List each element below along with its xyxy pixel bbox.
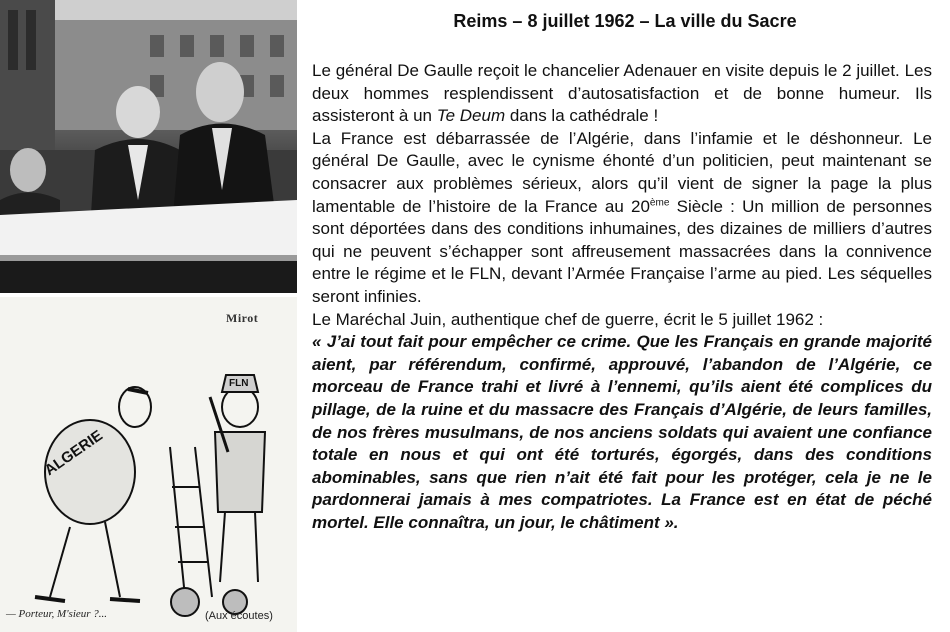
paragraph-algerie-text: La France est débarrassée de l’Algérie, dans l’infamie et le déshonneur. Le général De Gaulle, avec le cynisme éhonté d’un politicien, peut maintenant se consacrer aux problèmes sérieux, alors qu’il vient de signer la page la plus lamentable de l’histoire de la France au 20 xyxy=(312,128,932,216)
century-superscript: ème xyxy=(649,196,670,208)
paragraph-visit-end: dans la cathédrale ! xyxy=(505,106,659,126)
cap-label: FLN xyxy=(229,378,249,389)
photo-de-gaulle-adenauer xyxy=(0,0,297,293)
article-body xyxy=(312,60,932,534)
paragraph-visit xyxy=(312,60,932,128)
paragraph-algerie xyxy=(312,128,932,309)
te-deum-emphasis: Te Deum xyxy=(436,106,506,126)
sack-label: ALGERIE xyxy=(41,426,106,480)
paragraph-visit-text: Le général De Gaulle reçoit le chancelier Adenauer en visite depuis le 2 juillet. Les deux hommes resplendissent d’autosatisfaction et de bonne humeur. Ils assisteront à un xyxy=(312,61,932,126)
cartoon-illustration xyxy=(0,297,297,632)
page-title: Reims – 8 juillet 1962 – La ville du Sacre xyxy=(453,11,797,31)
paragraph-juin: Le Maréchal Juin, authentique chef de guerre, écrit le 5 juillet 1962 : xyxy=(312,309,824,329)
cartoon-caption: — Porteur, M'sieur ?... xyxy=(6,608,108,620)
cartoon-source: (Aux écoutes) xyxy=(205,610,273,622)
cartoon-porteur xyxy=(0,297,297,632)
paragraph-algerie-end: Siècle : Un million de personnes sont déportées dans des conditions inhumaines, des dizaines de milliers d’autres qui ne peuvent s’échapper sont affreusement massacrées dans la connivence entre le régime et le FLN, devant l’Armée Française l’arme au pied. Les séquelles seront infinies. xyxy=(312,196,932,306)
quote-juin: « J’ai tout fait pour empêcher ce crime. Que les Français en grande majorité aient, par référendum, confirmé, approuvé, l’abandon de l’Algérie, ce morceau de France trahi et livré à l’ennemi, qu’ils aient été complices du pillage, de la ruine et du massacre des Français d’Algérie, de leurs familles, de nos frères musulmans, de nos anciens soldats qui avaient une confiance totale en nous et qui ont été torturés, égorgés, dans des conditions abominables, sans que rien n’ait été fait pour les protéger, cela je ne le pardonnerai jamais à mes compatriotes. La France est en état de péché mortel. Elle connaîtra, un jour, le châtiment ». xyxy=(312,332,932,532)
cartoonist-signature: Mirot xyxy=(226,311,259,325)
photo-illustration xyxy=(0,0,297,293)
